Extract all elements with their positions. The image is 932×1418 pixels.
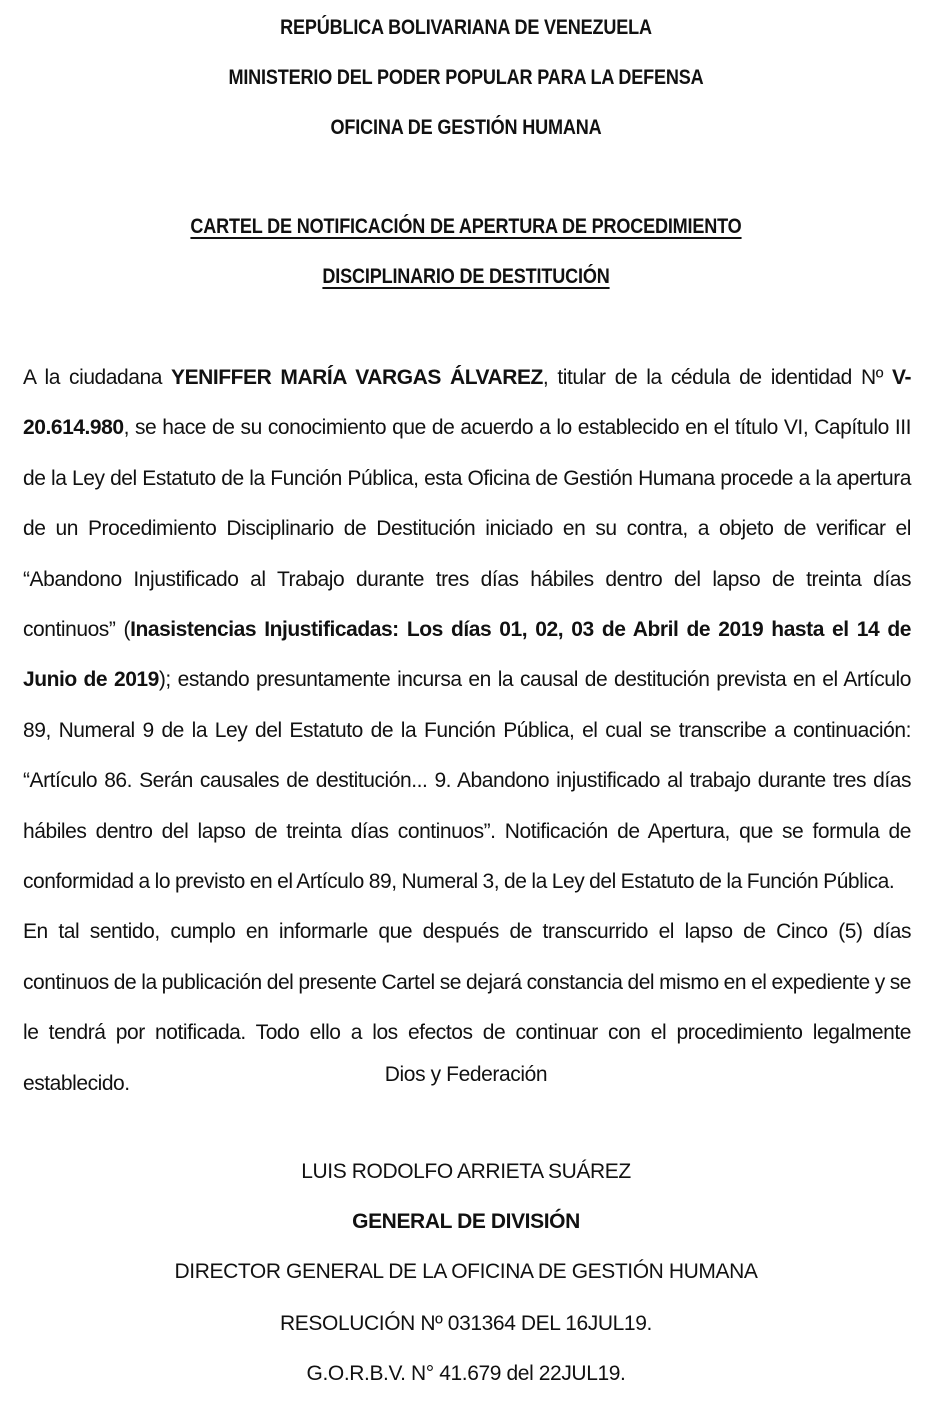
citizen-id-number: V-20.614.980	[23, 366, 911, 440]
gazette-reference: G.O.R.B.V. N° 41.679 del 22JUL19.	[306, 1362, 626, 1385]
body-paragraph-2: En tal sentido, cumplo en informarle que después de transcurrido el lapso de Cinco (5) días continuos de la publicación del presente Cartel se dejará constancia del mismo en el expediente y se le tendrá por notificada. Todo ello a los efectos de continuar con el procedimiento legalmente establecido.	[23, 920, 911, 1095]
absence-dates: Inasistencias Injustificadas: Los días 01, 02, 03 de Abril de 2019 hasta el 14 de Junio de 2019	[23, 618, 911, 692]
resolution-reference: RESOLUCIÓN Nº 031364 DEL 16JUL19.	[280, 1312, 652, 1335]
salutation: Dios y Federación	[384, 1063, 548, 1086]
body-text-segment: , se hace de su conocimiento que de acuerdo a lo establecido en el título VI, Capítulo III de la Ley del Estatuto de la Función Pública, esta Oficina de Gestión Humana procede a la apertura de un Procedimiento Disciplinario de Destitución iniciado en su contra, a objeto de verificar el “Abandono Injustificado al Trabajo durante tres días hábiles dentro del lapso de treinta días continuos” (	[23, 416, 911, 642]
document-title-line2: DISCIPLINARIO DE DESTITUCIÓN	[322, 265, 610, 288]
signer-position: DIRECTOR GENERAL DE LA OFICINA DE GESTIÓN HUMANA	[174, 1260, 758, 1283]
header-ministry: MINISTERIO DEL PODER POPULAR PARA LA DEFENSA	[228, 66, 704, 89]
signer-rank: GENERAL DE DIVISIÓN	[352, 1210, 580, 1233]
header-country: REPÚBLICA BOLIVARIANA DE VENEZUELA	[280, 16, 652, 39]
header-office: OFICINA DE GESTIÓN HUMANA	[330, 116, 602, 139]
citizen-name: YENIFFER MARÍA VARGAS ÁLVAREZ	[171, 366, 543, 389]
document-title-line1: CARTEL DE NOTIFICACIÓN DE APERTURA DE PROCEDIMIENTO	[190, 215, 742, 238]
notification-body	[23, 353, 911, 1109]
body-text-segment: A la ciudadana	[23, 366, 172, 389]
signer-name: LUIS RODOLFO ARRIETA SUÁREZ	[301, 1160, 631, 1183]
body-text-segment: , titular de la cédula de identidad Nº	[542, 366, 893, 389]
body-paragraph-1	[23, 353, 911, 907]
body-text-segment: ); estando presuntamente incursa en la causal de destitución prevista en el Artículo 89, Numeral 9 de la Ley del Estatuto de la Función Pública, el cual se transcribe a continuación: “Artículo 86. Serán causales de destitución... 9. Abandono injustificado al trabajo durante tres días hábiles dentro del lapso de treinta días continuos”. Notificación de Apertura, que se formula de conformidad a lo previsto en el Artículo 89, Numeral 3, de la Ley del Estatuto de la Función Pública.	[23, 668, 911, 894]
